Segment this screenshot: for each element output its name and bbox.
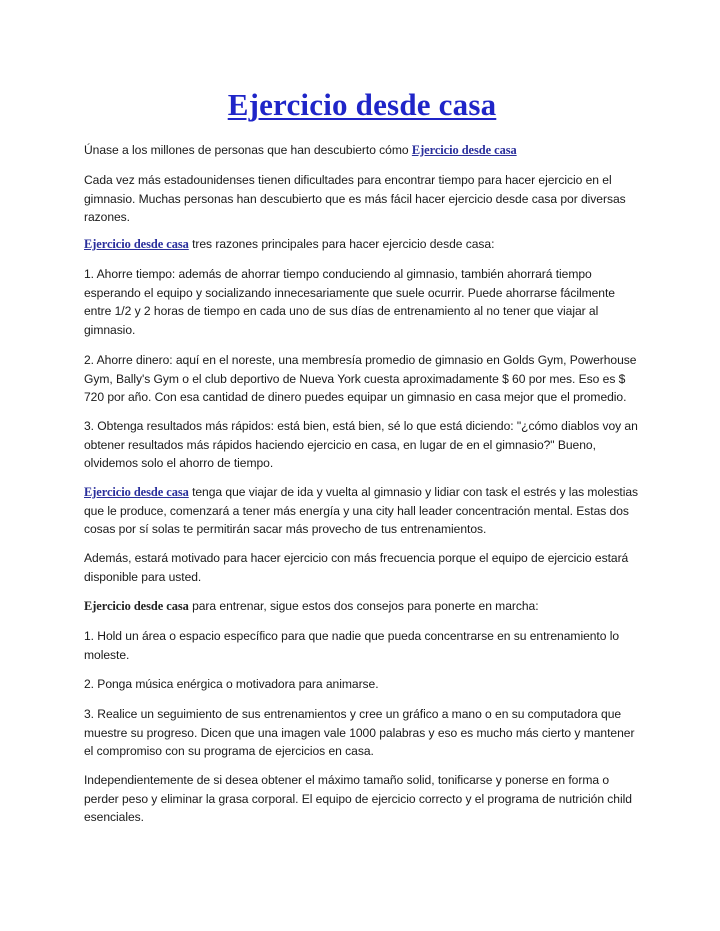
paragraph-tip-tracking: 3. Realice un seguimiento de sus entrenamientos y cree un gráfico a mano o en su computadora que muestre su progreso. Dicen que una imagen vale 1000 palabras y eso es mucho más cierto y mantener el compromiso con su programa de ejercicios en casa. xyxy=(84,707,635,759)
ejercicio-link-2[interactable]: Ejercicio desde casa xyxy=(84,237,189,251)
paragraph-reason-time: 1. Ahorre tiempo: además de ahorrar tiempo conduciendo al gimnasio, también ahorrará tiempo esperando el equipo y socializando innecesariamente que suele ocurrir. Puede ahorrarse fácilmente entre 1/2 y 2 horas de tiempo en cada uno de sus días de entrenamiento al no tener que viajar al gimnasio. xyxy=(84,267,615,337)
paragraph-tip-space: 1. Hold un área o espacio específico para que nadie que pueda concentrarse en su entrenamiento lo moleste. xyxy=(84,629,620,662)
paragraph-intro-text: Únase a los millones de personas que han descubierto cómo xyxy=(84,143,412,157)
paragraph-reasons-intro-text: tres razones principales para hacer ejercicio desde casa: xyxy=(188,237,495,251)
paragraph-reason-money: 2. Ahorre dinero: aquí en el noreste, una membresía promedio de gimnasio en Golds Gym, Powerhouse Gym, Bally's Gym o el club deportivo de Nueva York cuesta aproximadamente $ 60 por mes. Eso es $ 720 por año. Con esa cantidad de dinero puedes equipar un gimnasio en casa mejor que el promedio. xyxy=(84,353,637,405)
document-page xyxy=(84,0,640,825)
ejercicio-lead-text: Ejercicio desde casa xyxy=(84,599,189,613)
paragraph-tips-intro-text: para entrenar, sigue estos dos consejos para ponerte en marcha: xyxy=(188,599,539,613)
paragraph-reasons-intro xyxy=(84,235,494,254)
paragraph-motivation: Además, estará motivado para hacer ejercicio con más frecuencia porque el equipo de ejercicio estará disponible para usted. xyxy=(84,551,629,584)
paragraph-energy xyxy=(84,483,640,539)
title-link[interactable]: Ejercicio desde casa xyxy=(227,87,497,122)
ejercicio-link-3[interactable]: Ejercicio desde casa xyxy=(84,485,189,499)
paragraph-tip-music: 2. Ponga música enérgica o motivadora para animarse. xyxy=(84,677,379,691)
paragraph-energy-text: tenga que viajar de ida y vuelta al gimnasio y lidiar con task el estrés y las molestias que le produce, comenzará a tener más energía y una city hall leader concentración mental. Estas dos cosas por sí solas te permitirán sacar más provecho de tus entrenamientos. xyxy=(84,485,639,537)
paragraph-context: Cada vez más estadounidenses tienen dificultades para encontrar tiempo para hacer ejercicio en el gimnasio. Muchas personas han descubierto que es más fácil hacer ejercicio desde casa por diversas razones. xyxy=(84,173,626,225)
page-title xyxy=(84,86,640,124)
paragraph-conclusion: Independientemente de si desea obtener el máximo tamaño solid, tonificarse y ponerse en forma o perder peso y eliminar la grasa corporal. El equipo de ejercicio correcto y el programa de nutrición child esenciales. xyxy=(84,773,632,825)
paragraph-intro xyxy=(84,141,517,160)
paragraph-tips-intro xyxy=(84,597,539,616)
ejercicio-link-1[interactable]: Ejercicio desde casa xyxy=(411,143,517,157)
paragraph-reason-results: 3. Obtenga resultados más rápidos: está bien, está bien, sé lo que está diciendo: "¿cómo diablos voy an obtener resultados más rápidos haciendo ejercicio en casa, en lugar de en el gimnasio?" Bueno, olvidemos solo el ahorro de tiempo. xyxy=(84,419,638,471)
